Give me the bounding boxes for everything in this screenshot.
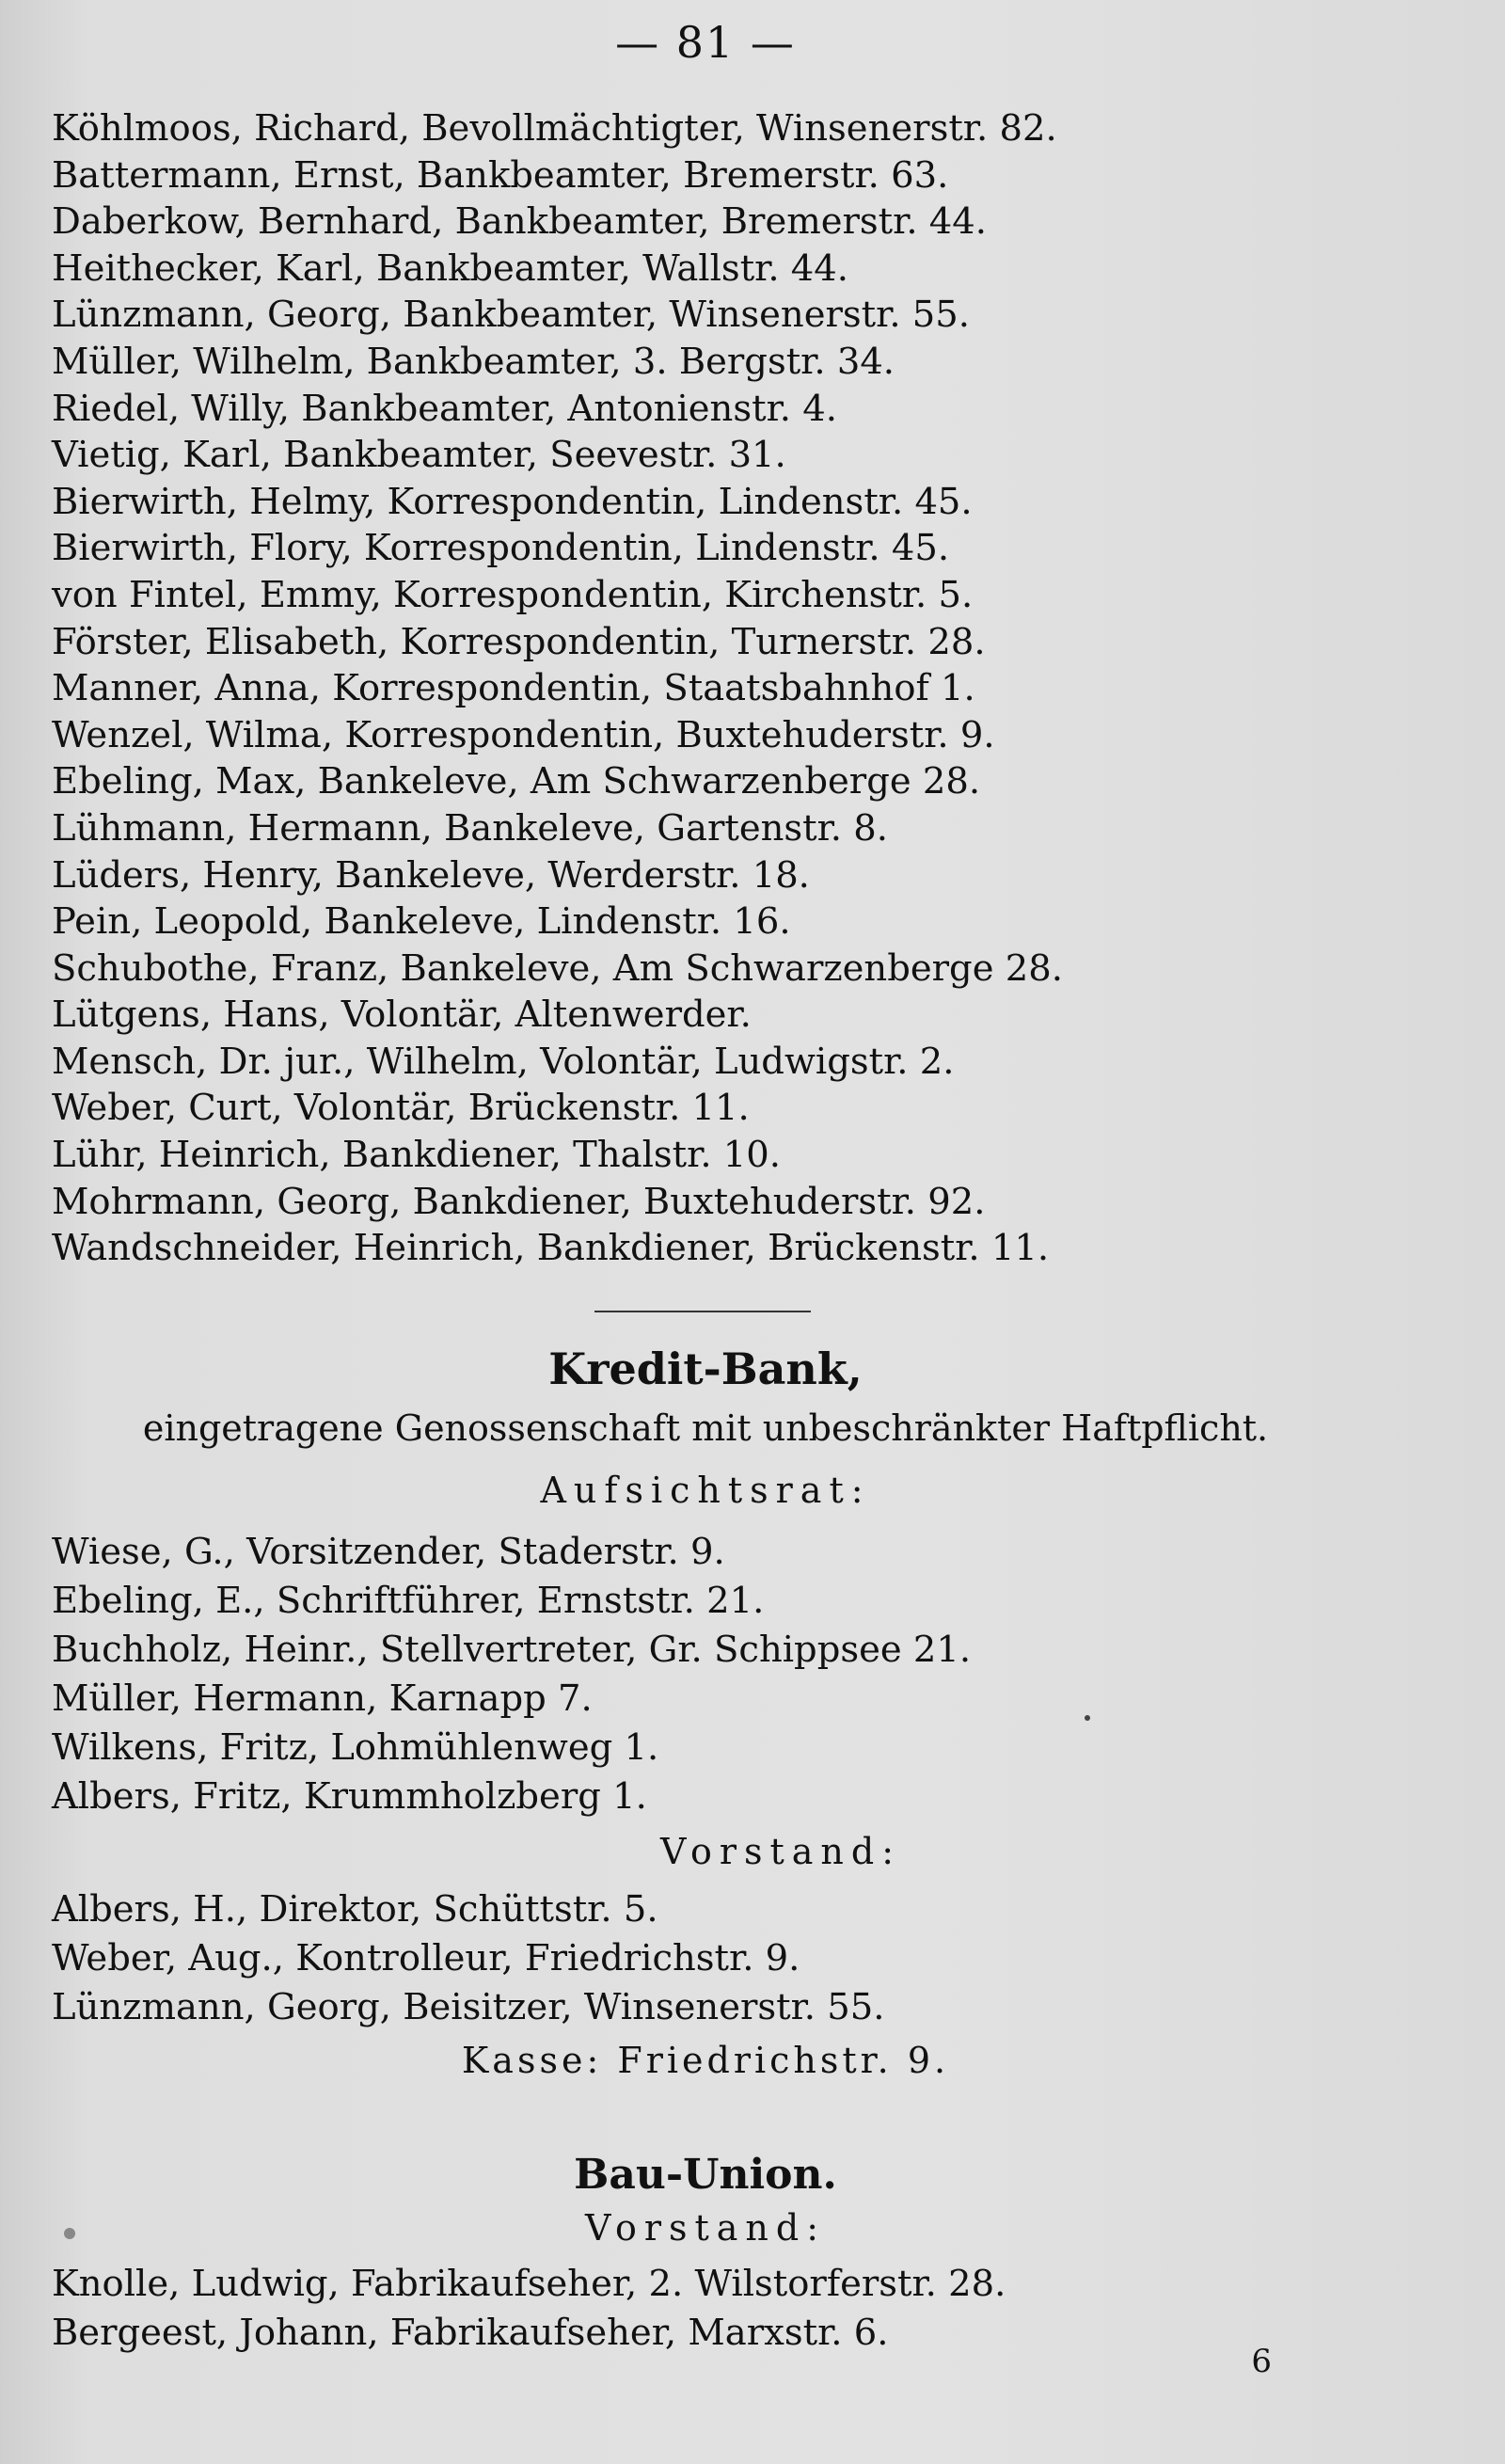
kasse-line: Kasse: Friedrichstr. 9. <box>461 2040 950 2081</box>
bau-union-vorstand-label: Vorstand: <box>584 2207 827 2249</box>
list-item: Ebeling, E., Schriftführer, Ernststr. 21. <box>52 1580 765 1622</box>
list-item: Lünzmann, Georg, Beisitzer, Winsenerstr. 55. <box>52 1986 885 2028</box>
list-item: Heithecker, Karl, Bankbeamter, Wallstr. 44. <box>52 246 849 290</box>
list-item: Müller, Hermann, Karnapp 7. <box>52 1677 593 1720</box>
ink-speck <box>64 2228 75 2239</box>
printer-signature: 6 <box>1251 2343 1272 2380</box>
list-item: Manner, Anna, Korrespondentin, Staatsbahnhof 1. <box>52 667 975 710</box>
list-item: Mohrmann, Georg, Bankdiener, Buxtehuderstr. 92. <box>52 1180 986 1223</box>
list-item: Albers, H., Direktor, Schüttstr. 5. <box>52 1888 658 1931</box>
list-item: Pein, Leopold, Bankeleve, Lindenstr. 16. <box>52 900 791 944</box>
kredit-bank-title: Kredit-Bank, <box>548 1343 863 1394</box>
list-item: Förster, Elisabeth, Korrespondentin, Turnerstr. 28. <box>52 620 986 663</box>
list-item: Bergeest, Johann, Fabrikaufseher, Marxstr. 6. <box>52 2312 889 2354</box>
vorstand-list <box>52 1885 1463 2032</box>
list-item: Riedel, Willy, Bankbeamter, Antonienstr. 4. <box>52 387 837 430</box>
list-item: Albers, Fritz, Krummholzberg 1. <box>52 1775 647 1818</box>
list-item: Lühr, Heinrich, Bankdiener, Thalstr. 10. <box>52 1134 782 1177</box>
list-item: Müller, Wilhelm, Bankbeamter, 3. Bergstr. 34. <box>52 340 895 383</box>
list-item: von Fintel, Emmy, Korrespondentin, Kirchenstr. 5. <box>52 573 974 616</box>
aufsichtsrat-label: Aufsichtsrat: <box>540 1470 871 1511</box>
bau-union-title: Bau-Union. <box>574 2151 837 2199</box>
list-item: Vietig, Karl, Bankbeamter, Seevestr. 31. <box>52 434 786 477</box>
entries-list <box>52 105 1463 1272</box>
list-item: Wiese, G., Vorsitzender, Staderstr. 9. <box>52 1531 725 1573</box>
list-item: Köhlmoos, Richard, Bevollmächtigter, Winsenerstr. 82. <box>52 107 1057 150</box>
list-item: Lühmann, Hermann, Bankeleve, Gartenstr. 8. <box>52 806 889 850</box>
list-item: Knolle, Ludwig, Fabrikaufseher, 2. Wilstorferstr. 28. <box>52 2263 1006 2305</box>
list-item: Lütgens, Hans, Volontär, Altenwerder. <box>52 994 752 1037</box>
list-item: Ebeling, Max, Bankeleve, Am Schwarzenberge 28. <box>52 760 981 803</box>
list-item: Bierwirth, Helmy, Korrespondentin, Lindenstr. 45. <box>52 480 973 523</box>
list-item: Wilkens, Fritz, Lohmühlenweg 1. <box>52 1726 659 1769</box>
list-item: Wandschneider, Heinrich, Bankdiener, Brückenstr. 11. <box>52 1227 1050 1270</box>
vorstand-label: Vorstand: <box>659 1831 902 1872</box>
list-item: Daberkow, Bernhard, Bankbeamter, Bremerstr. 44. <box>52 200 988 244</box>
list-item: Weber, Aug., Kontrolleur, Friedrichstr. 9. <box>52 1937 800 1979</box>
list-item: Mensch, Dr. jur., Wilhelm, Volontär, Ludwigstr. 2. <box>52 1040 955 1083</box>
list-item: Battermann, Ernst, Bankbeamter, Bremerstr. 63. <box>52 153 949 197</box>
section-divider <box>594 1311 811 1312</box>
list-item: Lünzmann, Georg, Bankbeamter, Winsenerstr. 55. <box>52 294 971 337</box>
aufsichtsrat-list <box>52 1528 1463 1821</box>
list-item: Bierwirth, Flory, Korrespondentin, Lindenstr. 45. <box>52 527 950 570</box>
list-item: Wenzel, Wilma, Korrespondentin, Buxtehuderstr. 9. <box>52 713 995 756</box>
list-item: Weber, Curt, Volontär, Brückenstr. 11. <box>52 1087 750 1130</box>
list-item: Schubothe, Franz, Bankeleve, Am Schwarzenberge 28. <box>52 946 1063 990</box>
list-item: Buchholz, Heinr., Stellvertreter, Gr. Schippsee 21. <box>52 1629 972 1671</box>
page-number: — 81 — <box>615 17 796 68</box>
kredit-bank-subtitle: eingetragene Genossenschaft mit unbeschränkter Haftpflicht. <box>142 1407 1269 1449</box>
list-item: Lüders, Henry, Bankeleve, Werderstr. 18. <box>52 853 810 897</box>
